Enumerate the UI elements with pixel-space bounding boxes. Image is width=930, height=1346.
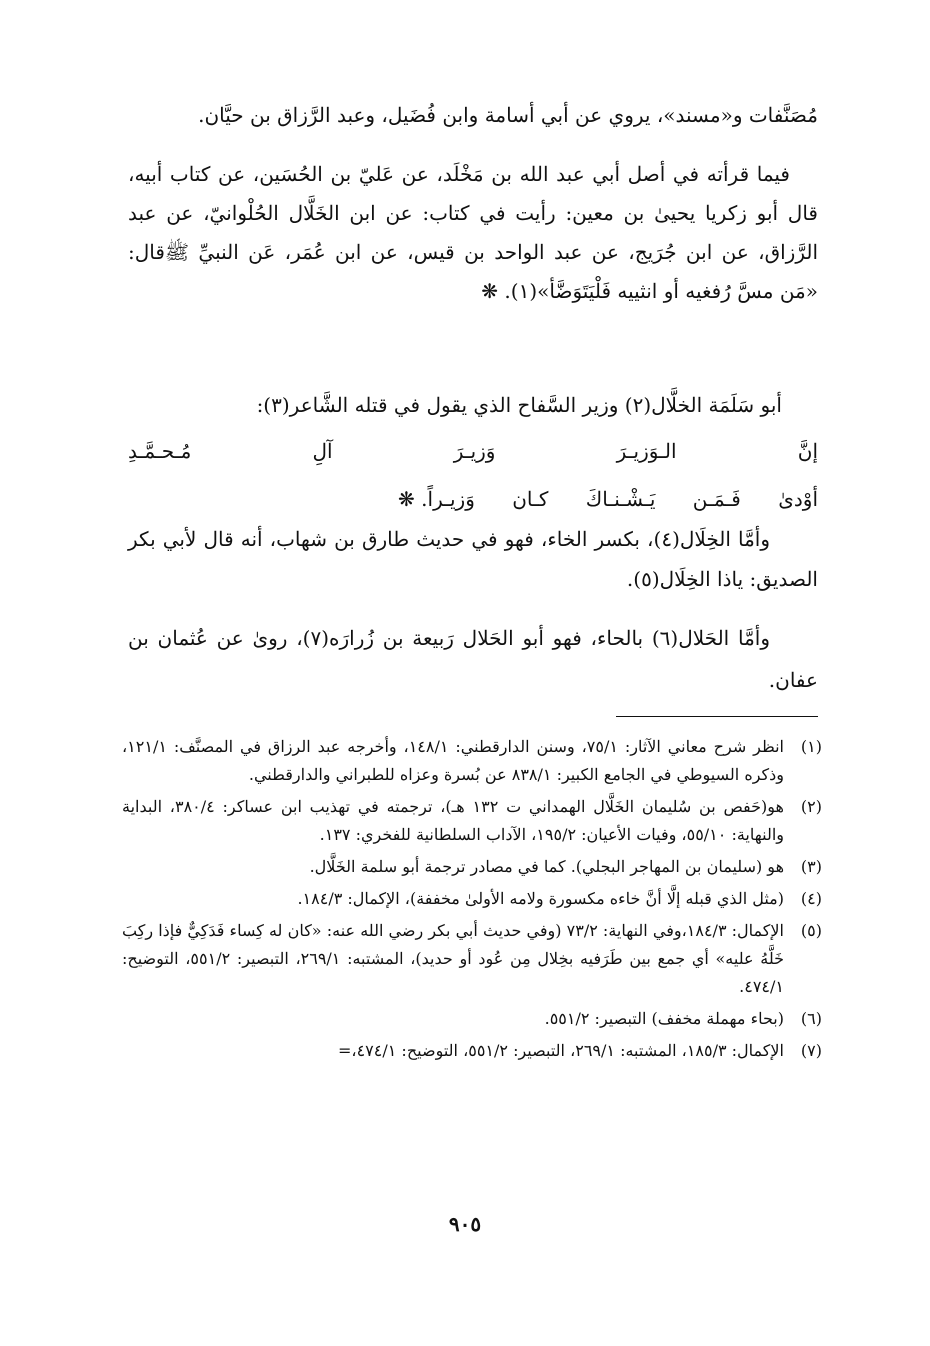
paragraph-4: وأمَّا الحَلال(٦) بالحاء، فهو أبو الحَلال رَبيعة بن زُرارَه(٧)، روىٰ عن عُثمان بن عفان. [128,626,818,692]
verse-line-2 [398,480,818,519]
footnote [122,1005,822,1033]
verse-word: مُـحـمَّـدِ [128,439,192,463]
footnote-number: (٢) [800,797,822,816]
verse-word: كـان [512,487,549,511]
footnote-text: انظر شرح معاني الآثار: ٧٥/١، وسنن الدارقطني: ١٤٨/١، وأخرجه عبد الرزاق في المصنَّف: ١٢١/١، وذكره السيوطي في الجامع الكبير: ٨٣٨/١ عن بُسرة وعزاه للطبراني والدارقطني. [122,737,785,784]
verse-word: فَـمَـن [692,487,741,511]
footnotes [122,733,822,1069]
paragraph-1: مُصَنَّفات و«مسند»، يروي عن أبي أسامة وابن فُضَيل، وعبد الرَّزاق بن حيَّان. [198,103,818,127]
verse-word: الـوَزيـرَ [616,439,677,463]
footnote [122,733,822,789]
verse-word: إنَّ [797,439,818,463]
footnote-text: (بحاء مهملة مخفف) التبصير: ٥٥١/٢. [544,1009,784,1028]
footnote [122,853,822,881]
footnote-number: (٤) [800,889,822,908]
verse-word: وَزيـرَ [453,439,496,463]
footnote-number: (٧) [800,1041,822,1060]
footnote [122,1037,822,1065]
footnote [122,793,822,849]
footnote-number: (٣) [800,857,822,876]
footnote [122,917,822,1001]
paragraph-3: وأمَّا الخِلَال(٤)، بكسر الخاء، فهو في حديث طارق بن شهاب، أنه قال لأبي بكر الصديق: ياذا الخِلَال(٥). [128,527,818,591]
footnote-text: هو(حَفص بن سُليمان الخَلَّال الهمداني ت ١٣٢ هـ)، ترجمته في تهذيب ابن عساكر: ٣٨٠/٤، البداية والنهاية: ٥٥/١٠، وفيات الأعيان: ١٩٥/٢، الآداب السلطانية للفخري: ١٣٧. [122,797,784,844]
footnote-number: (٦) [800,1009,822,1028]
verse-word: أوْدىٰ [778,487,818,511]
poem-intro: أبو سَلَمَة الخلَّال(٢) وزير السَّفاح الذي يقول في قتله الشَّاعر(٣): [256,393,782,417]
footnote [122,885,822,913]
footnote-divider [616,716,818,717]
footnote-text: (مثل الذي قبله إلَّا أنَّ خاءه مكسورة ولامه الأولىٰ مخففة)، الإكمال: ١٨٤/٣. [297,889,784,908]
footnote-text: الإكمال: ١٨٤/٣،وفي النهاية: ٧٣/٢ (وفي حديث أبي بكر رضي الله عنه: «كان له كِساء فَدَكِيٌّ فإذا ركِبَ خَلَّهُ عليه» أي جمع بين طَرَفيه بخِلال مِن عُود أو حديد)، المشتبه: ٢٦٩/١، التبصير: ٥٥١/٢، التوضيح: ٤٧٤/١. [122,921,785,996]
footnote-text: الإكمال: ١٨٥/٣، المشتبه: ٢٦٩/١، التبصير: ٥٥١/٢، التوضيح: ٤٧٤/١،= [338,1041,784,1060]
footnote-number: (٥) [800,921,822,940]
verse-word: آلِ [312,439,333,463]
page-number: ٩٠٥ [448,1212,482,1236]
main-text [128,96,818,311]
verse-line-1 [128,432,818,471]
paragraph-2: فيما قرأته في أصل أبي عبد الله بن مَخْلَد، عن عَليّ بن الحُسَين، عن كتاب أبيه، قال أبو زكريا يحيىٰ بن معين: رأيت في كتاب: عن ابن الخَلَّال الحُلْوانيّ، عن عبد الرَّزاق، عن ابن جُرَيج، عن عبد الواحد بن قيس، عن ابن عُمَر، عَن النبيِّ ﷺقال: «مَن مسَّ رُفغيه أو انثييه فَلْيَتَوَضَّأ»(١). ❋ [128,162,818,303]
footnote-number: (١) [800,737,822,756]
footnote-text: هو (سليمان بن المهاجر البجلي). كما في مصادر ترجمة أبو سلمة الخَلَّال. [309,857,784,876]
verse-word: وَزيـراً. ❋ [398,487,475,511]
verse-word: يَـشْـنـاكَ [585,487,656,511]
